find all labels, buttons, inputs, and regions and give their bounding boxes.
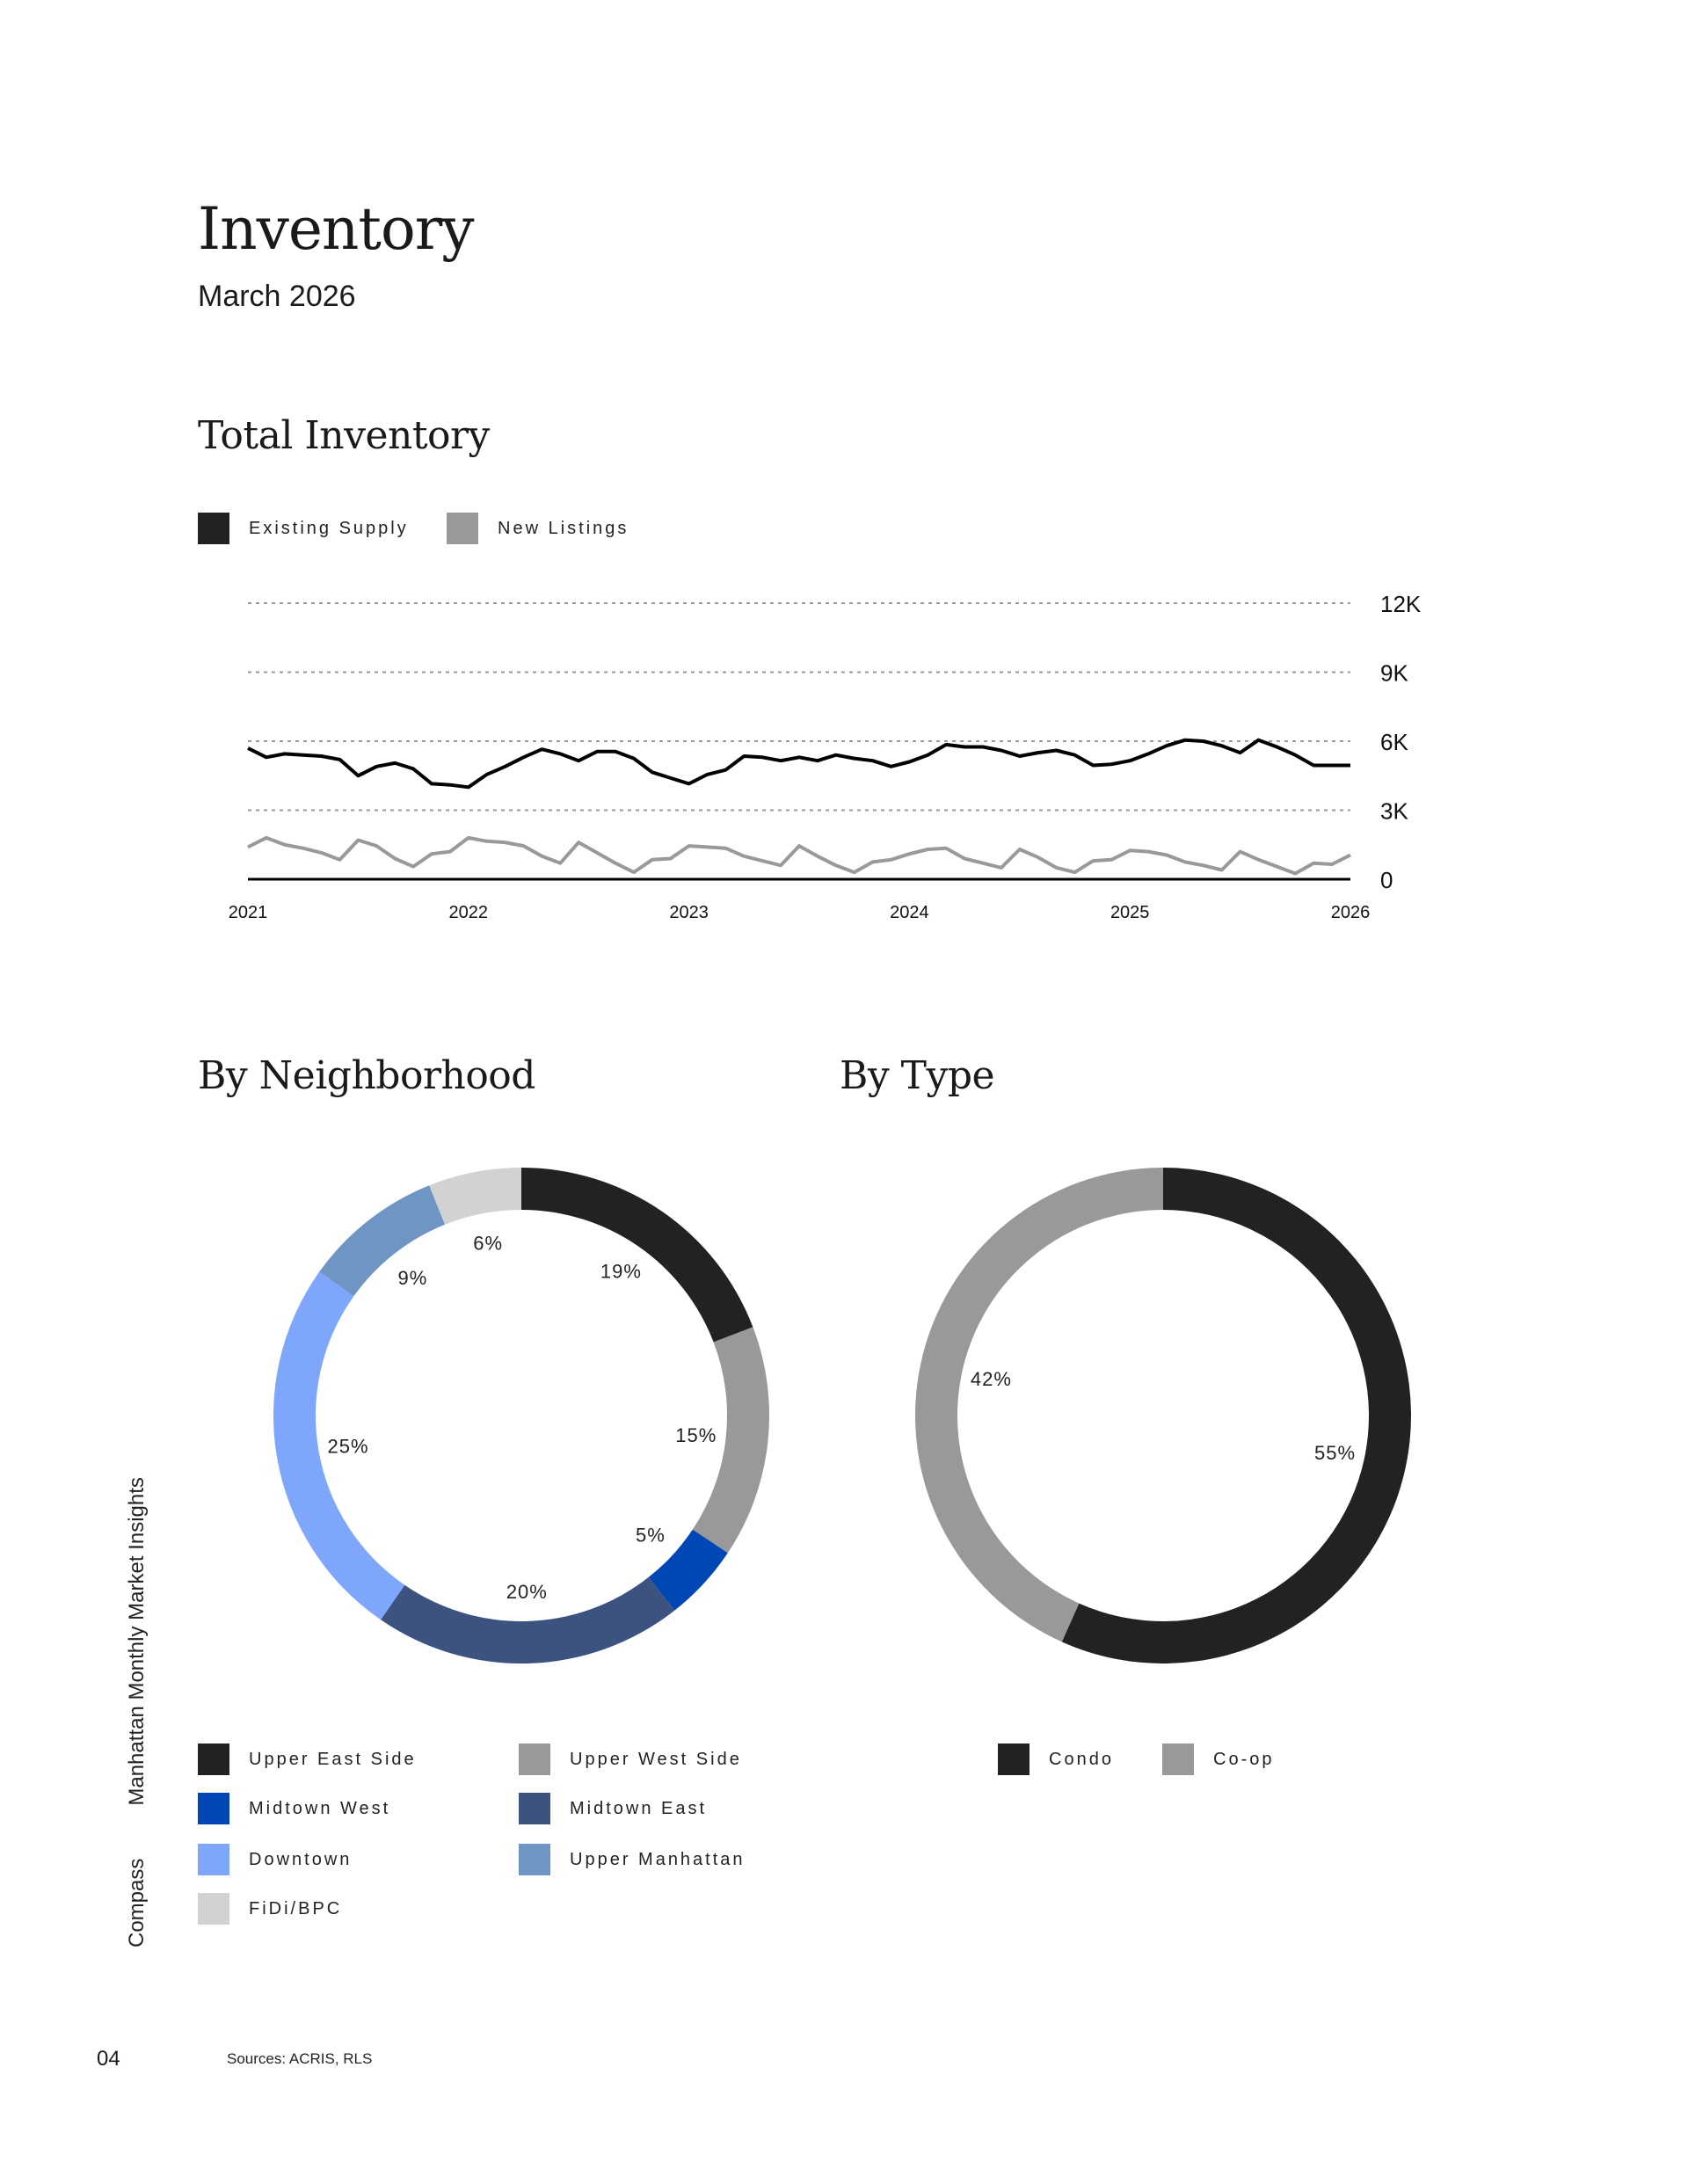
legend-label: Upper East Side: [249, 1749, 417, 1769]
legend-swatch: [198, 1844, 229, 1875]
slice-percent-label: 25%: [327, 1435, 369, 1458]
legend-fidi-bpc: [198, 1893, 342, 1925]
neighborhood-slice-upper-east-side: [521, 1168, 753, 1342]
section-title-by-neighborhood: By Neighborhood: [198, 1053, 535, 1098]
legend-swatch: [198, 1893, 229, 1925]
neighborhood-donut-chart: [249, 1143, 794, 1688]
legend-label: Upper Manhattan: [570, 1849, 746, 1869]
page-subtitle: March 2026: [198, 280, 356, 313]
page-title: Inventory: [198, 195, 474, 263]
legend-midtown-east: [519, 1793, 707, 1824]
page-number: 04: [97, 2047, 120, 2071]
x-tick-label: 2023: [669, 903, 709, 922]
type-donut-chart: [891, 1143, 1436, 1688]
brand-name: Compass: [125, 1858, 149, 1947]
legend-label: FiDi/BPC: [249, 1898, 343, 1918]
y-tick-label: 12K: [1380, 591, 1422, 617]
slice-percent-label: 9%: [397, 1266, 428, 1289]
legend-swatch: [198, 1793, 229, 1824]
slice-percent-label: 19%: [600, 1260, 642, 1283]
legend-label: Upper West Side: [570, 1749, 742, 1769]
legend-label: New Listings: [498, 518, 629, 538]
publication-name: Manhattan Monthly Market Insights: [125, 1477, 149, 1806]
slice-percent-label: 5%: [636, 1524, 666, 1547]
legend-swatch: [998, 1744, 1030, 1775]
series-line-existing-supply: [248, 740, 1350, 788]
x-tick-label: 2026: [1330, 903, 1371, 922]
neighborhood-slice-fidi-bpc: [429, 1168, 521, 1225]
legend-condo: [998, 1744, 1114, 1775]
legend-label: Co-op: [1213, 1749, 1275, 1769]
y-tick-label: 3K: [1380, 797, 1408, 825]
legend-upper-east-side: [198, 1744, 417, 1775]
section-title-by-type: By Type: [840, 1053, 995, 1098]
legend-label: Condo: [1049, 1749, 1114, 1769]
legend-label: Midtown West: [249, 1798, 391, 1818]
slice-percent-label: 55%: [1314, 1441, 1357, 1464]
legend-co-op: [1162, 1744, 1274, 1775]
legend-midtown-west: [198, 1793, 390, 1824]
legend-label: Existing Supply: [249, 518, 409, 538]
series-line-new-listings: [248, 838, 1350, 874]
slice-percent-label: 6%: [473, 1232, 504, 1255]
x-tick-label: 2024: [890, 903, 929, 922]
legend-swatch: [198, 1744, 229, 1775]
slice-percent-label: 42%: [970, 1368, 1012, 1391]
legend-upper-west-side: [519, 1744, 742, 1775]
legend-swatch: [519, 1744, 550, 1775]
y-tick-label: 0: [1380, 867, 1393, 893]
legend-label: Downtown: [249, 1849, 353, 1869]
x-tick-label: 2022: [448, 903, 489, 922]
type-slice-condo: [1062, 1168, 1411, 1663]
x-tick-label: 2021: [228, 903, 268, 922]
slice-percent-label: 20%: [506, 1580, 548, 1603]
x-tick-label: 2025: [1110, 903, 1150, 922]
y-tick-label: 9K: [1380, 659, 1408, 687]
slice-percent-label: 15%: [675, 1424, 717, 1447]
sources-note: Sources: ACRIS, RLS: [227, 2050, 373, 2067]
y-tick-label: 6K: [1380, 729, 1408, 755]
legend-downtown: [198, 1844, 352, 1875]
side-running-header: [125, 1477, 149, 1947]
section-title-total-inventory: Total Inventory: [198, 413, 490, 458]
type-slice-co-op: [915, 1168, 1163, 1642]
legend-upper-manhattan: [519, 1844, 746, 1875]
legend-swatch: [519, 1793, 550, 1824]
legend-swatch: [519, 1844, 550, 1875]
legend-label: Midtown East: [570, 1798, 708, 1818]
total-inventory-line-chart: [0, 0, 1688, 967]
legend-swatch: [1162, 1744, 1194, 1775]
